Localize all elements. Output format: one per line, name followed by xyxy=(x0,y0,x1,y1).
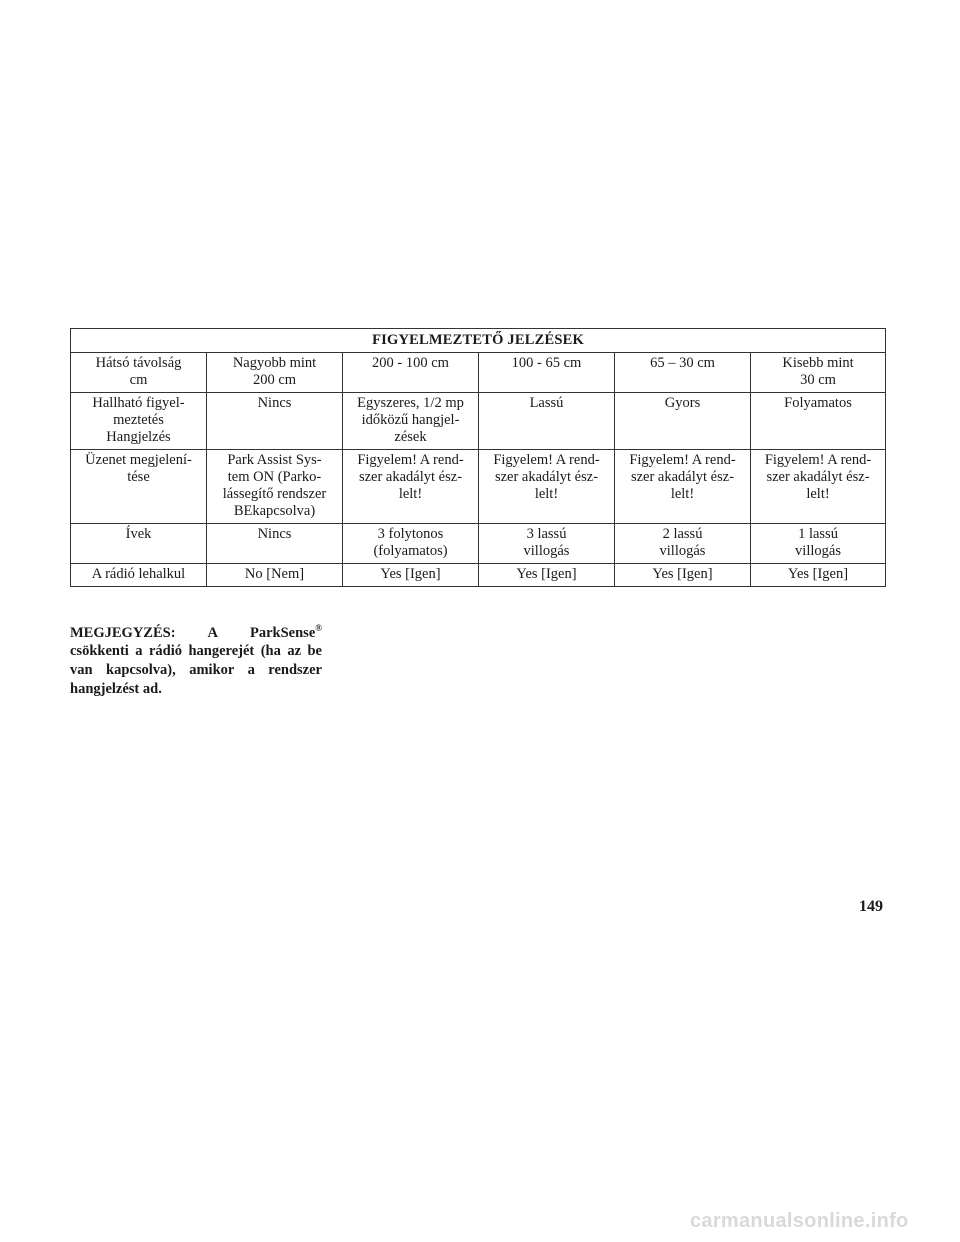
table-cell: Yes [Igen] xyxy=(751,564,886,587)
table-row xyxy=(71,353,886,393)
table-cell: Figyelem! A rend- szer akadályt ész- lelt! xyxy=(615,450,751,524)
note-prefix: MEGJEGYZÉS: A ParkSense xyxy=(70,624,316,641)
registered-mark: ® xyxy=(315,622,322,633)
table-cell: Nagyobb mint 200 cm xyxy=(207,353,343,393)
table-cell: 65 – 30 cm xyxy=(615,353,751,393)
row-header: Hallható figyel- meztetés Hangjelzés xyxy=(71,393,207,450)
table-title: FIGYELMEZTETŐ JELZÉSEK xyxy=(71,329,886,353)
table-cell: Park Assist Sys- tem ON (Parko- lássegítő rendszer BEkapcsolva) xyxy=(207,450,343,524)
table-cell: Yes [Igen] xyxy=(479,564,615,587)
table-row xyxy=(71,393,886,450)
table-cell: Figyelem! A rend- szer akadályt ész- lelt! xyxy=(343,450,479,524)
table-cell: Lassú xyxy=(479,393,615,450)
note-body: csökkenti a rádió hangerejét (ha az be van kapcsolva), amikor a rendszer hangjelzést ad. xyxy=(70,643,322,698)
table-cell: 100 - 65 cm xyxy=(479,353,615,393)
table-cell: Nincs xyxy=(207,524,343,564)
table-row xyxy=(71,524,886,564)
table-cell: Kisebb mint 30 cm xyxy=(751,353,886,393)
watermark: carmanualsonline.info xyxy=(690,1210,909,1232)
table-cell: 3 lassú villogás xyxy=(479,524,615,564)
table-cell: No [Nem] xyxy=(207,564,343,587)
table-cell: Nincs xyxy=(207,393,343,450)
table-cell: 200 - 100 cm xyxy=(343,353,479,393)
page-number: 149 xyxy=(859,898,883,915)
table-cell: 2 lassú villogás xyxy=(615,524,751,564)
table-cell: Egyszeres, 1/2 mp időközű hangjel- zések xyxy=(343,393,479,450)
warning-signals-table xyxy=(70,328,886,587)
table-cell: Yes [Igen] xyxy=(615,564,751,587)
table-row xyxy=(71,450,886,524)
row-header: Üzenet megjelení- tése xyxy=(71,450,207,524)
note-paragraph xyxy=(70,619,322,700)
table-cell: Gyors xyxy=(615,393,751,450)
table-cell: Figyelem! A rend- szer akadályt ész- lelt! xyxy=(751,450,886,524)
row-header: A rádió lehalkul xyxy=(71,564,207,587)
row-header: Ívek xyxy=(71,524,207,564)
table-cell: Folyamatos xyxy=(751,393,886,450)
table-row xyxy=(71,564,886,587)
table-cell: 3 folytonos (folyamatos) xyxy=(343,524,479,564)
table-title-row xyxy=(71,329,886,353)
table-cell: Yes [Igen] xyxy=(343,564,479,587)
table-cell: 1 lassú villogás xyxy=(751,524,886,564)
row-header: Hátsó távolság cm xyxy=(71,353,207,393)
table-cell: Figyelem! A rend- szer akadályt ész- lelt! xyxy=(479,450,615,524)
